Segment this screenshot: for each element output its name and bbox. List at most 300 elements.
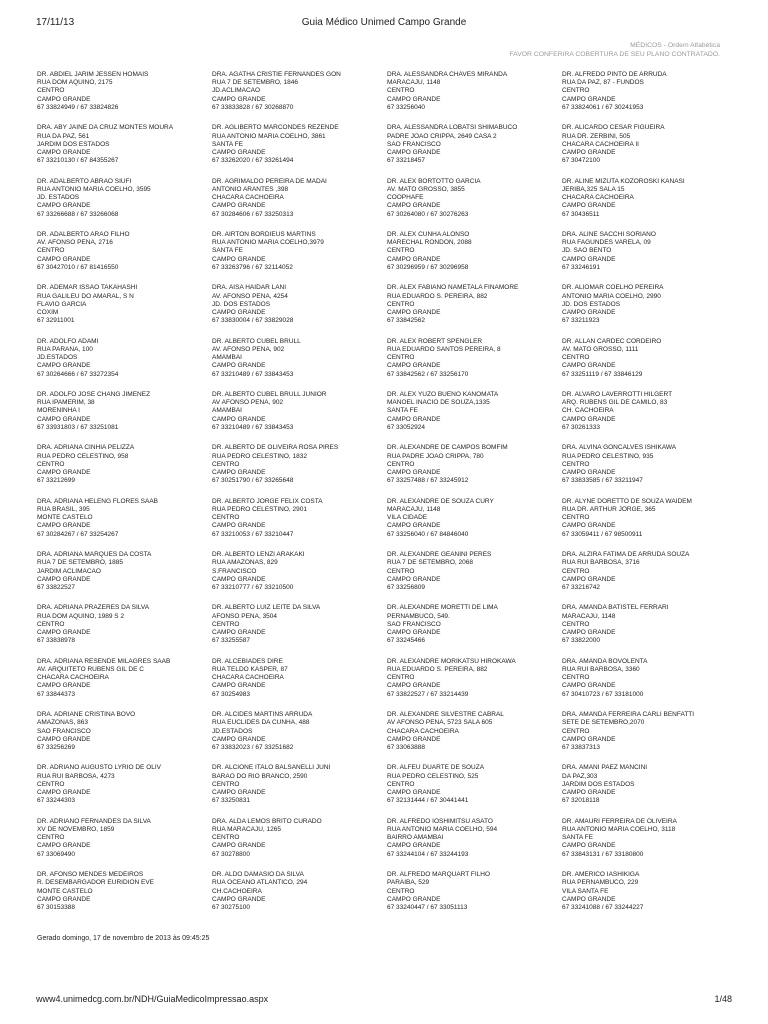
phone-numbers: 67 33241088 / 67 33244227 [562, 903, 644, 911]
phone-numbers: 67 33838978 [37, 637, 75, 645]
neighborhood: COOPHAFE [387, 194, 424, 202]
page-number: 1/48 [714, 994, 732, 1004]
phone-numbers: 67 33244104 / 67 33244193 [387, 850, 469, 858]
city: CAMPO GRANDE [37, 735, 91, 743]
street-address: MARACAJU, 1148 [387, 79, 441, 87]
neighborhood: JARDIM ACLIMACAO [37, 567, 101, 575]
street-address: XV DE NOVEMBRO, 1859 [37, 826, 115, 834]
doctor-name: DR. ALICARDO CESAR FIGUEIRA [562, 124, 665, 132]
doctor-entry [562, 391, 737, 444]
phone-numbers: 67 33844373 [37, 690, 75, 698]
doctor-name: DR. AGRIMALDO PEREIRA DE MADAI [212, 177, 327, 185]
doctor-name: DR. ALEXANDRE SILVESTRE CABRAL [387, 711, 504, 719]
doctor-entry [212, 871, 387, 924]
doctor-directory [37, 71, 737, 925]
doctor-entry [212, 711, 387, 764]
neighborhood: CENTRO [212, 460, 240, 468]
phone-numbers: 67 33833828 / 67 30268870 [212, 103, 294, 111]
phone-numbers: 67 33822527 [37, 583, 75, 591]
doctor-entry [37, 818, 212, 871]
phone-numbers: 67 33822000 [562, 637, 600, 645]
doctor-entry [387, 284, 562, 337]
doctor-entry [562, 231, 737, 284]
street-address: RUA DR. ZERBINI, 505 [562, 132, 631, 140]
street-address: RUA ANTONIO MARIA COELHO, 594 [387, 826, 498, 834]
doctor-entry [37, 764, 212, 817]
phone-numbers: 67 33210489 / 67 33843453 [212, 370, 294, 378]
doctor-name: DR. ALLAN CARDEC CORDEIRO [562, 337, 662, 345]
city: CAMPO GRANDE [212, 255, 266, 263]
doctor-name: DRA. AMANDA BOVOLENTA [562, 657, 648, 665]
doctor-name: DR. AMERICO IASHIKIGA [562, 871, 640, 879]
doctor-entry [37, 284, 212, 337]
neighborhood: S.FRANCISCO [212, 567, 257, 575]
city: CAMPO GRANDE [387, 842, 441, 850]
phone-numbers: 67 30436511 [562, 210, 600, 218]
phone-numbers: 67 33210489 / 67 33843453 [212, 423, 294, 431]
city: CAMPO GRANDE [212, 895, 266, 903]
city: CAMPO GRANDE [387, 789, 441, 797]
phone-numbers: 67 33218457 [387, 157, 425, 165]
phone-numbers: 67 33256269 [37, 743, 75, 751]
phone-numbers: 67 33843131 / 67 33180800 [562, 850, 644, 858]
neighborhood: MONTE CASTELO [37, 887, 93, 895]
doctor-entry [37, 711, 212, 764]
doctor-name: DR. ALEXANDRE DE SOUZA CURY [387, 497, 494, 505]
doctor-name: DR. ALEX YUZO BUENO KANOMATA [387, 391, 499, 399]
doctor-entry [37, 498, 212, 551]
city: CAMPO GRANDE [37, 522, 91, 530]
doctor-name: DR. ADRIANO FERNANDES DA SILVA [37, 817, 151, 825]
street-address: AV AFONSO PENA, 902 [212, 399, 284, 407]
page-title: Guia Médico Unimed Campo Grande [301, 17, 467, 28]
phone-numbers: 67 30410723 / 67 33181000 [562, 690, 644, 698]
street-address: RUA RUI BARBOSA, 3360 [562, 665, 640, 673]
doctor-entry [212, 604, 387, 657]
doctor-name: DR. ALEXANDRE DE CAMPOS BOMFIM [387, 444, 508, 452]
street-address: RUA GALILEU DO AMARAL, S N [37, 292, 134, 300]
phone-numbers: 67 30264666 / 67 33272354 [37, 370, 119, 378]
city: CAMPO GRANDE [387, 522, 441, 530]
doctor-entry [212, 231, 387, 284]
neighborhood: CENTRO [562, 674, 590, 682]
doctor-entry [562, 871, 737, 924]
neighborhood: CENTRO [212, 620, 240, 628]
doctor-entry [387, 231, 562, 284]
doctor-name: DR. ALDO DAMASIO DA SILVA [212, 871, 304, 879]
neighborhood: JD.ESTADOS [212, 727, 253, 735]
doctor-entry [37, 71, 212, 124]
city: CAMPO GRANDE [37, 575, 91, 583]
doctor-entry [562, 764, 737, 817]
doctor-name: DR. ALYNE DORETTO DE SOUZA WAIDEM [562, 497, 692, 505]
city: CAMPO GRANDE [387, 415, 441, 423]
phone-numbers: 67 33832023 / 67 33251682 [212, 743, 294, 751]
street-address: AMAZONAS, 863 [37, 719, 88, 727]
city: CAMPO GRANDE [212, 148, 266, 156]
doctor-name: DRA. ALESSANDRA CHAVES MIRANDA [387, 71, 508, 78]
page-url: www4.unimedcg.com.br/NDH/GuiaMedicoImpressao.aspx [36, 994, 269, 1004]
street-address: SETE DE SETEMBRO,2070 [562, 719, 645, 727]
doctor-name: DR. ABDIEL JARIM JESSEN HOMAIS [37, 71, 149, 78]
neighborhood: CENTRO [387, 674, 415, 682]
street-address: AV. AFONSO PENA, 4254 [212, 292, 288, 300]
street-address: DA PAZ,303 [562, 772, 598, 780]
phone-numbers: 67 30278800 [212, 850, 250, 858]
doctor-entry [562, 178, 737, 231]
city: CAMPO GRANDE [212, 308, 266, 316]
doctor-name: DR. ALEX BORTOTTO GARCIA [387, 177, 481, 185]
neighborhood: CENTRO [37, 87, 65, 95]
city: CAMPO GRANDE [212, 682, 266, 690]
doctor-name: DR. ALBERTO DE OLIVEIRA ROSA PIRES [212, 444, 339, 452]
phone-numbers: 67 33059411 / 67 98500911 [562, 530, 643, 538]
neighborhood: SANTA FE [212, 140, 243, 148]
doctor-entry [562, 711, 737, 764]
phone-numbers: 67 33240447 / 67 33051113 [387, 903, 468, 911]
city: CAMPO GRANDE [562, 735, 616, 743]
doctor-entry [37, 231, 212, 284]
doctor-entry [387, 604, 562, 657]
neighborhood: FLAVIO GARCIA [37, 300, 87, 308]
neighborhood: CHACARA CACHOEIRA II [562, 140, 639, 148]
doctor-name: DRA. ADRIANA PRAZERES DA SILVA [37, 604, 150, 612]
doctor-entry [387, 871, 562, 924]
city: CAMPO GRANDE [562, 255, 616, 263]
street-address: AV. MATO GROSSO, 1111 [562, 345, 639, 353]
phone-numbers: 67 33244303 [37, 797, 75, 805]
street-address: MARECHAL RONDON, 2088 [387, 239, 472, 247]
city: CAMPO GRANDE [37, 255, 91, 263]
city: CAMPO GRANDE [562, 629, 616, 637]
city: CAMPO GRANDE [387, 575, 441, 583]
city: CAMPO GRANDE [387, 362, 441, 370]
city: CAMPO GRANDE [562, 842, 616, 850]
city: CAMPO GRANDE [562, 148, 616, 156]
doctor-name: DR. ALBERTO JORGE FELIX COSTA [212, 497, 323, 505]
neighborhood: CHACARA CACHOEIRA [37, 674, 109, 682]
city: CAMPO GRANDE [387, 202, 441, 210]
doctor-name: DR. ALVARO LAVERROTTI HILGERT [562, 391, 673, 399]
doctor-entry [562, 71, 737, 124]
neighborhood: CENTRO [212, 514, 240, 522]
street-address: MARACAJU, 1148 [387, 505, 441, 513]
phone-numbers: 67 30264080 / 67 30276263 [387, 210, 469, 218]
neighborhood: CENTRO [37, 247, 65, 255]
street-address: RUA EUCLIDES DA CUNHA, 488 [212, 719, 310, 727]
city: CAMPO GRANDE [212, 469, 266, 477]
city: CAMPO GRANDE [37, 682, 91, 690]
neighborhood: CH. CACHOEIRA [562, 407, 614, 415]
doctor-entry [562, 498, 737, 551]
doctor-entry [387, 658, 562, 711]
city: CAMPO GRANDE [37, 95, 91, 103]
city: CAMPO GRANDE [387, 255, 441, 263]
street-address: RUA AMAZONAS, 829 [212, 559, 278, 567]
city: CAMPO GRANDE [562, 682, 616, 690]
street-address: RUA OCEANO ATLANTICO, 294 [212, 879, 308, 887]
street-address: ARQ. RUBENS GIL DE CAMILO, 83 [562, 399, 668, 407]
print-header [36, 17, 732, 31]
doctor-entry [387, 391, 562, 444]
phone-numbers: 67 33833585 / 67 33211947 [562, 477, 643, 485]
city: CAMPO GRANDE [212, 202, 266, 210]
street-address: RUA EDUARDO SANTOS PEREIRA, 8 [387, 345, 501, 353]
doctor-entry [37, 604, 212, 657]
street-address: RUA DOM AQUINO, 2175 [37, 79, 113, 87]
neighborhood: AMAMBAI [212, 354, 242, 362]
phone-numbers: 67 30251790 / 67 33265648 [212, 477, 294, 485]
neighborhood: SANTA FE [562, 834, 593, 842]
doctor-entry [212, 391, 387, 444]
phone-numbers: 67 33212699 [37, 477, 75, 485]
street-address: RUA IPAMERIM, 38 [37, 399, 95, 407]
phone-numbers: 67 33245466 [387, 637, 425, 645]
neighborhood: SANTA FE [387, 407, 418, 415]
doctor-name: DR. AMAURI FERREIRA DE OLIVEIRA [562, 817, 677, 825]
neighborhood: CENTRO [562, 87, 590, 95]
neighborhood: CHACARA CACHOEIRA [387, 727, 459, 735]
city: CAMPO GRANDE [562, 95, 616, 103]
doctor-entry [562, 658, 737, 711]
neighborhood: SAO FRANCISCO [387, 140, 441, 148]
street-address: PERNAMBUCO, 549. [387, 612, 450, 620]
doctor-entry [37, 551, 212, 604]
neighborhood: CENTRO [562, 567, 590, 575]
neighborhood: CENTRO [387, 300, 415, 308]
street-address: RUA ANTONIO MARIA COELHO, 3861 [212, 132, 326, 140]
phone-numbers: 67 30254983 [212, 690, 250, 698]
street-address: RUA PARANA, 100 [37, 345, 93, 353]
street-address: AV. AFONSO PENA, 902 [212, 345, 285, 353]
street-address: RUA 7 DE SETEMBRO, 1846 [212, 79, 298, 87]
doctor-name: DR. ALEX FABIANO NAMETALA FINAMORE [387, 284, 519, 292]
city: CAMPO GRANDE [37, 842, 91, 850]
doctor-entry [212, 498, 387, 551]
street-address: AV AFONSO PENA, 5723 SALA 605 [387, 719, 493, 727]
doctor-name: DR. ALFEU DUARTE DE SOUZA [387, 764, 485, 772]
doctor-entry [562, 124, 737, 177]
city: CAMPO GRANDE [37, 415, 91, 423]
neighborhood: SAO FRANCISCO [37, 727, 91, 735]
street-address: RUA ANTONIO MARIA COELHO,3979 [212, 239, 324, 247]
neighborhood: CENTRO [37, 460, 65, 468]
neighborhood: CHACARA CACHOEIRA [562, 194, 634, 202]
neighborhood: CENTRO [387, 567, 415, 575]
city: CAMPO GRANDE [37, 362, 91, 370]
neighborhood: CENTRO [37, 620, 65, 628]
city: CAMPO GRANDE [387, 629, 441, 637]
phone-numbers: 67 33052924 [387, 423, 425, 431]
city: CAMPO GRANDE [387, 682, 441, 690]
doctor-name: DRA. AMANI PAEZ MANCINI [562, 764, 648, 772]
neighborhood: CENTRO [387, 87, 415, 95]
doctor-entry [212, 551, 387, 604]
street-address: RUA MARACAJU, 1265 [212, 826, 281, 834]
street-address: RUA PADRE JOAO CRIPPA, 780 [387, 452, 484, 460]
doctor-name: DR. ALINE MIZUTA KOZOROSKI KANASI [562, 177, 685, 185]
phone-numbers: 67 33063888 [387, 743, 425, 751]
doctor-name: DR. ALCIDES MARTINS ARRUDA [212, 711, 313, 719]
phone-numbers: 67 33263796 / 67 32114052 [212, 263, 293, 271]
street-address: RUA FAGUNDES VARELA, 09 [562, 239, 651, 247]
phone-numbers: 67 33246191 [562, 263, 600, 271]
generated-timestamp: Gerado domingo, 17 de novembro de 2013 às 09:45:25 [37, 935, 210, 942]
neighborhood: CENTRO [37, 834, 65, 842]
neighborhood: JD. SAO BENTO [562, 247, 612, 255]
city: CAMPO GRANDE [212, 522, 266, 530]
city: CAMPO GRANDE [212, 842, 266, 850]
doctor-entry [562, 551, 737, 604]
doctor-name: DRA. AGATHA CRISTIE FERNANDES GON [212, 71, 341, 78]
doctor-name: DR. AGLIBERTO MARCONDES REZENDE [212, 124, 339, 132]
doctor-entry [387, 818, 562, 871]
city: CAMPO GRANDE [212, 362, 266, 370]
phone-numbers: 67 33262020 / 67 33261494 [212, 157, 294, 165]
doctor-name: DR. ADALBERTO ABRAO SIUFI [37, 177, 132, 185]
city: CAMPO GRANDE [387, 95, 441, 103]
street-address: RUA ANTONIO MARIA COELHO, 3118 [562, 826, 676, 834]
neighborhood: CENTRO [562, 354, 590, 362]
doctor-entry [212, 124, 387, 177]
street-address: AFONSO PENA, 3504 [212, 612, 278, 620]
doctor-name: DR. ALBERTO LENZI ARAKAKI [212, 551, 305, 559]
phone-numbers: 67 32018118 [562, 797, 600, 805]
neighborhood: CENTRO [212, 834, 240, 842]
phone-numbers: 67 33824061 / 67 30241953 [562, 103, 644, 111]
doctor-name: DRA. ALZIRA FATIMA DE ARRUDA SOUZA [562, 551, 690, 559]
doctor-entry [562, 338, 737, 391]
phone-numbers: 67 33250831 [212, 797, 250, 805]
city: CAMPO GRANDE [37, 469, 91, 477]
city: CAMPO GRANDE [387, 469, 441, 477]
city: CAMPO GRANDE [562, 789, 616, 797]
doctor-entry [562, 604, 737, 657]
doctor-entry [212, 444, 387, 497]
doctor-name: DR. AIRTON BORDIEUS MARTINS [212, 231, 316, 239]
doctor-entry [37, 124, 212, 177]
street-address: RUA 7 DE SETEMBRO, 1885 [37, 559, 123, 567]
doctor-name: DR. ALEX ROBERT SPENGLER [387, 337, 483, 345]
coverage-notice: FAVOR CONFERIRA COBERTURA DE SEU PLANO CONTRATADO. [509, 51, 720, 58]
neighborhood: CENTRO [562, 727, 590, 735]
phone-numbers: 67 30472100 [562, 157, 600, 165]
doctor-name: DR. ALBERTO LUIZ LEITE DA SILVA [212, 604, 321, 612]
neighborhood: MONTE CASTELO [37, 514, 93, 522]
neighborhood: CENTRO [562, 620, 590, 628]
listing-subheader [509, 41, 720, 59]
doctor-name: DRA. ALDA LEMOS BRITO CURADO [212, 817, 322, 825]
neighborhood: CENTRO [387, 780, 415, 788]
neighborhood: CENTRO [387, 887, 415, 895]
phone-numbers: 67 33842562 / 67 33256170 [387, 370, 469, 378]
street-address: RUA DR. ARTHUR JORGE, 365 [562, 505, 656, 513]
listing-order-label: MÉDICOS - Ordem Alfabética [630, 42, 720, 49]
neighborhood: CENTRO [212, 780, 240, 788]
phone-numbers: 67 33216742 [562, 583, 600, 591]
phone-numbers: 67 33256809 [387, 583, 425, 591]
city: CAMPO GRANDE [562, 415, 616, 423]
neighborhood: JARDIM DOS ESTADOS [37, 140, 110, 148]
doctor-entry [387, 124, 562, 177]
doctor-name: DR. ADALBERTO ARAO FILHO [37, 231, 130, 239]
city: CAMPO GRANDE [387, 735, 441, 743]
doctor-entry [387, 764, 562, 817]
phone-numbers: 67 33931803 / 67 33251081 [37, 423, 119, 431]
street-address: ANTONIO MARIA COELHO, 2990 [562, 292, 661, 300]
neighborhood: JD.ESTADOS [37, 354, 78, 362]
street-address: RUA PEDRO CELESTINO, 2901 [212, 505, 308, 513]
doctor-name: DRA. AMANDA BATISTEL FERRARI [562, 604, 669, 612]
city: CAMPO GRANDE [212, 415, 266, 423]
neighborhood: VILA SANTA FE [562, 887, 609, 895]
phone-numbers: 67 33837313 [562, 743, 600, 751]
print-date: 17/11/13 [36, 17, 75, 28]
phone-numbers: 67 30275100 [212, 903, 250, 911]
doctor-entry [37, 658, 212, 711]
neighborhood: VILA CIDADE [387, 514, 428, 522]
city: CAMPO GRANDE [562, 575, 616, 583]
doctor-name: DR. ALBERTO CUBEL BRULL JUNIOR [212, 391, 327, 399]
phone-numbers: 67 32131444 / 67 30441441 [387, 797, 469, 805]
phone-numbers: 67 33255587 [212, 637, 250, 645]
phone-numbers: 67 33210777 / 67 33210500 [212, 583, 294, 591]
street-address: RUA DA PAZ, 561 [37, 132, 90, 140]
phone-numbers: 67 30284606 / 67 33250313 [212, 210, 294, 218]
street-address: RUA PEDRO CELESTINO, 1832 [212, 452, 308, 460]
neighborhood: CENTRO [562, 460, 590, 468]
street-address: RUA RUI BARBOSA, 3716 [562, 559, 640, 567]
neighborhood: CENTRO [562, 514, 590, 522]
doctor-name: DR. ALIOMAR COELHO PEREIRA [562, 284, 664, 292]
doctor-name: DRA. ALINE SACCHI SORIANO [562, 231, 656, 239]
doctor-entry [387, 444, 562, 497]
street-address: PADRE JOAO CRIPPA, 2649 CASA 2 [387, 132, 497, 140]
neighborhood: SANTA FE [212, 247, 243, 255]
phone-numbers: 67 33211923 [562, 317, 600, 325]
doctor-name: DRA. AISA HAIDAR LANI [212, 284, 287, 292]
doctor-name: DRA. ADRIANA RESENDE MILAGRES SAAB [37, 657, 171, 665]
phone-numbers: 67 33822527 / 67 33214439 [387, 690, 469, 698]
city: CAMPO GRANDE [212, 789, 266, 797]
neighborhood: JD. DOS ESTADOS [212, 300, 271, 308]
doctor-name: DR. ALEXANDRE GEANINI PERES [387, 551, 492, 559]
street-address: AV. ARQUITETO RUBENS GIL DE C [37, 665, 144, 673]
doctor-entry [212, 658, 387, 711]
doctor-entry [387, 711, 562, 764]
city: CAMPO GRANDE [37, 789, 91, 797]
street-address: RUA 7 DE SETEMBRO, 2068 [387, 559, 473, 567]
neighborhood: CENTRO [387, 460, 415, 468]
street-address: RUA BRASIL, 395 [37, 505, 90, 513]
phone-numbers: 67 33257488 / 67 33245912 [387, 477, 469, 485]
neighborhood: JD.ACLIMACAO [212, 87, 261, 95]
phone-numbers: 67 30427010 / 67 81416550 [37, 263, 119, 271]
phone-numbers: 67 33256040 / 67 84846040 [387, 530, 469, 538]
phone-numbers: 67 33251119 / 67 33846129 [562, 370, 643, 378]
city: CAMPO GRANDE [387, 148, 441, 156]
phone-numbers: 67 33069490 [37, 850, 75, 858]
street-address: MANOEL INACIO DE SOUZA,1335 [387, 399, 490, 407]
neighborhood: MORENINHA I [37, 407, 80, 415]
phone-numbers: 67 33256040 [387, 103, 425, 111]
doctor-entry [37, 338, 212, 391]
doctor-name: DR. ALCIONE ITALO BALSANELLI JUNI [212, 764, 331, 772]
doctor-name: DR. ALFREDO PINTO DE ARRUDA [562, 71, 667, 78]
doctor-name: DR. ALFREDO MARQUART FILHO [387, 871, 491, 879]
neighborhood: JARDIM DOS ESTADOS [562, 780, 635, 788]
street-address: RUA EDUARDO S. PEREIRA, 882 [387, 292, 488, 300]
